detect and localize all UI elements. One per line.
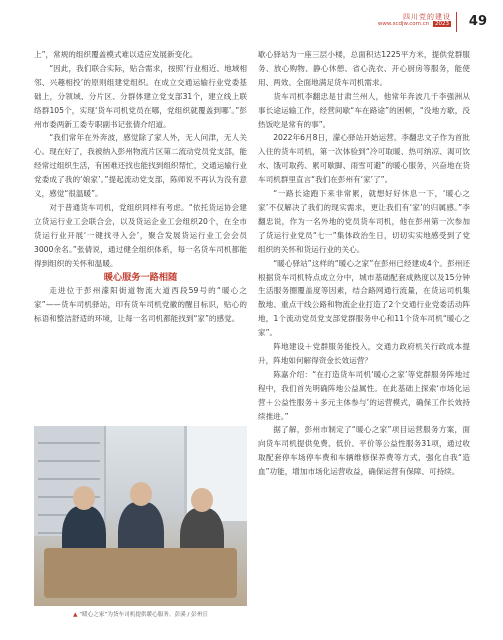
person-head xyxy=(191,488,213,512)
left-column xyxy=(34,48,247,326)
page-number: 49 xyxy=(468,14,487,29)
paragraph: 歇心驿站为一座三层小楼，总面积达1225平方米，提供党群服务、放心购物、静心休憩、省心洗衣、开心厨房等服务，能使用、两效、全面地满足货车司机需求。 xyxy=(258,50,470,87)
paragraph: 阵地建设＋党群服务能投入，交通力政府机关行政成本提升，阵地如何解得资金长效运营？ xyxy=(258,342,470,365)
page-header xyxy=(0,0,503,38)
photo-caption xyxy=(34,610,247,618)
person-head xyxy=(130,482,152,506)
year-badge: 2023 xyxy=(435,21,449,27)
table-graphic xyxy=(44,548,237,598)
service-photo xyxy=(34,426,247,606)
right-column xyxy=(258,48,470,479)
header-divider xyxy=(456,12,457,32)
paragraph: “我们常年在外奔波，感觉除了家人外，无人问津，无人关心。现在好了，我被纳入彭州物流片区第二流动党员党支部，能经常过组织生活，有困难还找也能找到组织帮忙，交通运输行业党委成了我的‘娘家’。”提起流动党支部，陈师说不再认为没有意义，感觉“很温暖”。 xyxy=(34,133,247,199)
paragraph: 上”，常规的组织覆盖模式难以适应发展新变化。 xyxy=(34,50,198,59)
section-heading: 暖心服务一路相随 xyxy=(103,271,178,283)
person-head xyxy=(73,486,95,510)
paragraph: 2022年6月8日，濛心驿站开始运营。李翻忠文子作为首批入住的货车司机，第一次体验到“冷可取暖、热可纳凉、渴可饮水、饿可取药、累可歇脚、雨雪可避”的暖心服务，兴奋地在货车司机群里直言“我们在彭州有‘家’了”。 xyxy=(258,133,470,185)
paragraph: 货车司机李翻忠是甘肃兰州人，他常年奔波几千李强洲从事长途运输工作，经营间歇“车在路途”的困顿，“没地方歇，没热饭吃是常有的事”。 xyxy=(258,91,470,129)
paragraph: “因此，我们联合实际，贴合需求，按照‘行业相近、地域相邻、兴趣相投’的原则组建党组织。在成立交通运输行业党委基础上，分领域、分片区、分群体建立党支部31个，建立线上联络群105个，实现‘货车司机党员在哪，党组织就覆盖到哪’。”彭州市委两新工委专职副书记张倩介绍道。 xyxy=(34,63,247,129)
url-text: www.scdjw.com.cn xyxy=(377,21,430,27)
paragraph: 走进位于彭州濛阳街道物流大道西段59号的“暖心之家”——货车司机驿站，印有货车司机党徽的醒目标识，贴心的标语和整洁舒适的环境，让每一名司机都能找到“家”的感觉。 xyxy=(34,286,247,324)
paragraph: 陈嘉介绍：“在打造货车司机‘暖心之家’等党群服务阵地过程中，我们首先明确阵地公益属性。在此基础上探索‘市场化运营＋公益性服务＋多元主体参与’的运营模式，确保工作长效持续推进。” xyxy=(258,369,470,421)
caption-text: “暖心之家”为货车司机提供暖心服务。彭溪 / 彭州宣 xyxy=(79,612,208,618)
paragraph: 据了解，彭州市制定了“暖心之家”项目运营服务方案，面向货车司机提供免费、低价、平价等公益性服务31项，通过收取配套停车场停车费和车辆维修保养费等方式，强化自我“造血”功能，增加市场化运营收益，确保运营有保障、可持续。 xyxy=(258,425,470,477)
magazine-title: 四川党的建设 xyxy=(403,13,451,21)
magazine-url xyxy=(378,21,451,27)
paragraph: “一路长途跑下来非常累，就想好好休息一下，‘暖心之家’不仅解决了我们的现实需求，更让我们有‘家’的归属感。”李翻忠说，作为一名外地的党员货车司机，他在彭州第一次参加了货运行业党员“七一”集体政治生日，切切实实地感受到了党组织的关怀和货运行业的关心。 xyxy=(258,189,470,254)
caption-marker-icon: ▲ xyxy=(73,612,78,618)
paragraph: “暖心驿站”这样的“暖心之家”在彭州已经建成4个。彭州还根据货车司机特点成立分中，城市基础配套成熟度以及15分钟生活服务圈覆盖度等因素，结合路网通行流量，在货运司机集散地、重点干线公路和物流企业打造了2个交通行业党委活动阵地，1个流动党员党支部党群服务中心和11个货车司机“暖心之家”。 xyxy=(258,258,470,338)
paragraph: 对于普通货车司机，党组织同样有考虑。“依托货运协会建立货运行业工会联合会，以及货运企业工会组织20个，在全市货运行业开展‘一键找寻入会’，聚合发展货运行业工会会员3000余名。”张倩说，通过健全组织体系，每一名货车司机都能得到组织的关怀和温暖。 xyxy=(34,202,247,268)
